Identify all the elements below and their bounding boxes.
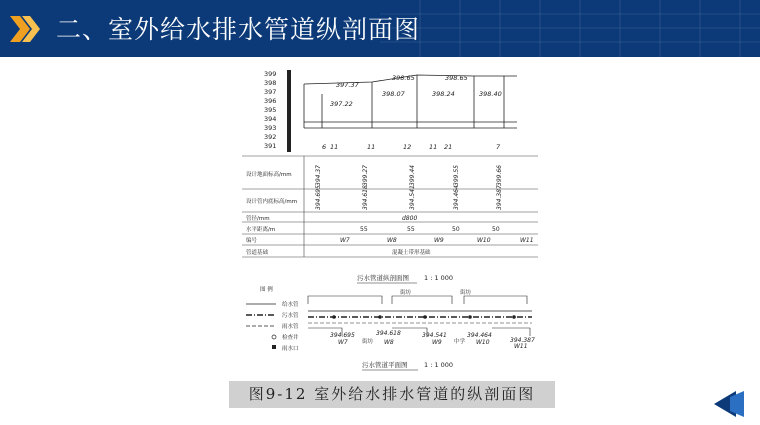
legend-rainwater: 雨水管: [282, 324, 299, 330]
plan-invert-4: 394.464: [467, 332, 492, 339]
ground-value-2: 399.27: [362, 165, 369, 186]
well-w10: W10: [477, 237, 491, 244]
plan-well-w8: W8: [384, 339, 394, 346]
row-label-diameter: 管径/mm: [246, 216, 270, 222]
distance-4: 50: [492, 226, 500, 233]
plan-title: 污水管道平面图: [362, 361, 408, 369]
figure-caption: 图9-12 室外给水排水管道的纵剖面图: [229, 381, 555, 408]
elev-399: 399: [264, 70, 277, 78]
elevation-scale: [264, 70, 291, 152]
plan-invert-2: 394.618: [376, 330, 401, 337]
double-chevron-right-icon: [8, 16, 42, 42]
plan-well-w11: W11: [514, 343, 528, 350]
pipe-level-2: 398.07: [382, 90, 405, 98]
spacing-3: 11: [367, 143, 376, 151]
plan-well-w7: W7: [338, 339, 348, 346]
spacing-7: 7: [496, 143, 501, 151]
distance-3: 50: [452, 226, 460, 233]
section-scale: 1 : 1 000: [424, 274, 454, 282]
distance-2: 55: [407, 226, 415, 233]
row-label-invert: 设计管内底标高/mm: [246, 199, 298, 205]
legend-sewage: 污水管: [282, 313, 299, 319]
ground-level-2: 398.65: [392, 74, 415, 82]
legend-manhole: 检查井: [282, 335, 299, 341]
page-title: 二、室外给水排水管道纵剖面图: [56, 15, 421, 44]
elev-391: 391: [264, 142, 277, 150]
elev-395: 395: [264, 106, 277, 114]
invert-value-3: 394.541: [409, 185, 416, 210]
pipe-level-1: 397.22: [330, 100, 353, 108]
header-bar: [0, 0, 760, 57]
elev-393: 393: [264, 124, 277, 132]
pipe-level-3: 398.24: [432, 90, 455, 98]
elev-398: 398: [264, 79, 277, 87]
plan-street-2: 街坊: [460, 290, 472, 296]
row-label-number: 编号: [246, 238, 258, 244]
elev-394: 394: [264, 115, 277, 123]
ground-value-1: 394.37: [315, 165, 322, 186]
spacing-6: 21: [444, 143, 453, 151]
elev-396: 396: [264, 97, 277, 105]
elev-397: 397: [264, 88, 277, 96]
drawing-figure: [242, 64, 538, 376]
legend-title: 图 例: [260, 287, 273, 293]
well-w9: W9: [434, 237, 444, 244]
plan-invert-1: 394.695: [330, 332, 355, 339]
invert-value-5: 394.387: [496, 185, 503, 210]
well-w8: W8: [387, 237, 397, 244]
plan-well-w10: W10: [476, 339, 490, 346]
invert-value-4: 394.464: [453, 185, 460, 210]
elev-392: 392: [264, 133, 277, 141]
row-label-distance: 水平距离/m: [246, 227, 276, 233]
plan-scale: 1 : 1 000: [424, 361, 454, 369]
plan-well-w9: W9: [432, 339, 442, 346]
plan-school: 中学: [454, 339, 466, 345]
plan-street-bottom: 街坊: [362, 339, 374, 345]
plan-invert-5: 394.387: [510, 337, 535, 344]
pipe-level-4: 398.40: [479, 90, 502, 98]
legend: [246, 285, 299, 352]
plan-view: [308, 296, 532, 336]
invert-value-1: 394.695: [315, 185, 322, 210]
profile-drawing: [242, 64, 538, 376]
legend-inlet: 雨水口: [282, 346, 299, 352]
spacing-5: 11: [429, 143, 438, 151]
row-label-ground: 设计地面标高/mm: [246, 172, 292, 178]
spacing-2: 11: [330, 143, 339, 151]
ground-value-3: 399.44: [409, 165, 416, 186]
plan-invert-3: 394.541: [422, 332, 447, 339]
triangle-left-icon[interactable]: [712, 389, 746, 419]
section-title: 污水管道纵剖面图: [357, 274, 409, 282]
well-w11: W11: [520, 237, 534, 244]
base-value: 混凝土带形基础: [392, 250, 431, 256]
ground-level-3: 398.65: [445, 74, 468, 82]
diameter-value: d800: [402, 215, 418, 222]
row-label-base: 管道基础: [246, 250, 269, 256]
spacing-1: 6: [322, 143, 327, 151]
plan-street-1: 街坊: [400, 290, 412, 296]
ground-value-4: 399.55: [453, 165, 460, 186]
header-grid-pattern: [380, 0, 760, 57]
legend-water-supply: 给水管: [282, 302, 299, 308]
distance-1: 55: [360, 226, 368, 233]
ground-value-5: 399.66: [496, 165, 503, 186]
ground-level-1: 397.37: [336, 81, 359, 89]
spacing-4: 12: [403, 143, 412, 151]
well-w7: W7: [340, 237, 350, 244]
invert-value-2: 394.618: [362, 185, 369, 210]
